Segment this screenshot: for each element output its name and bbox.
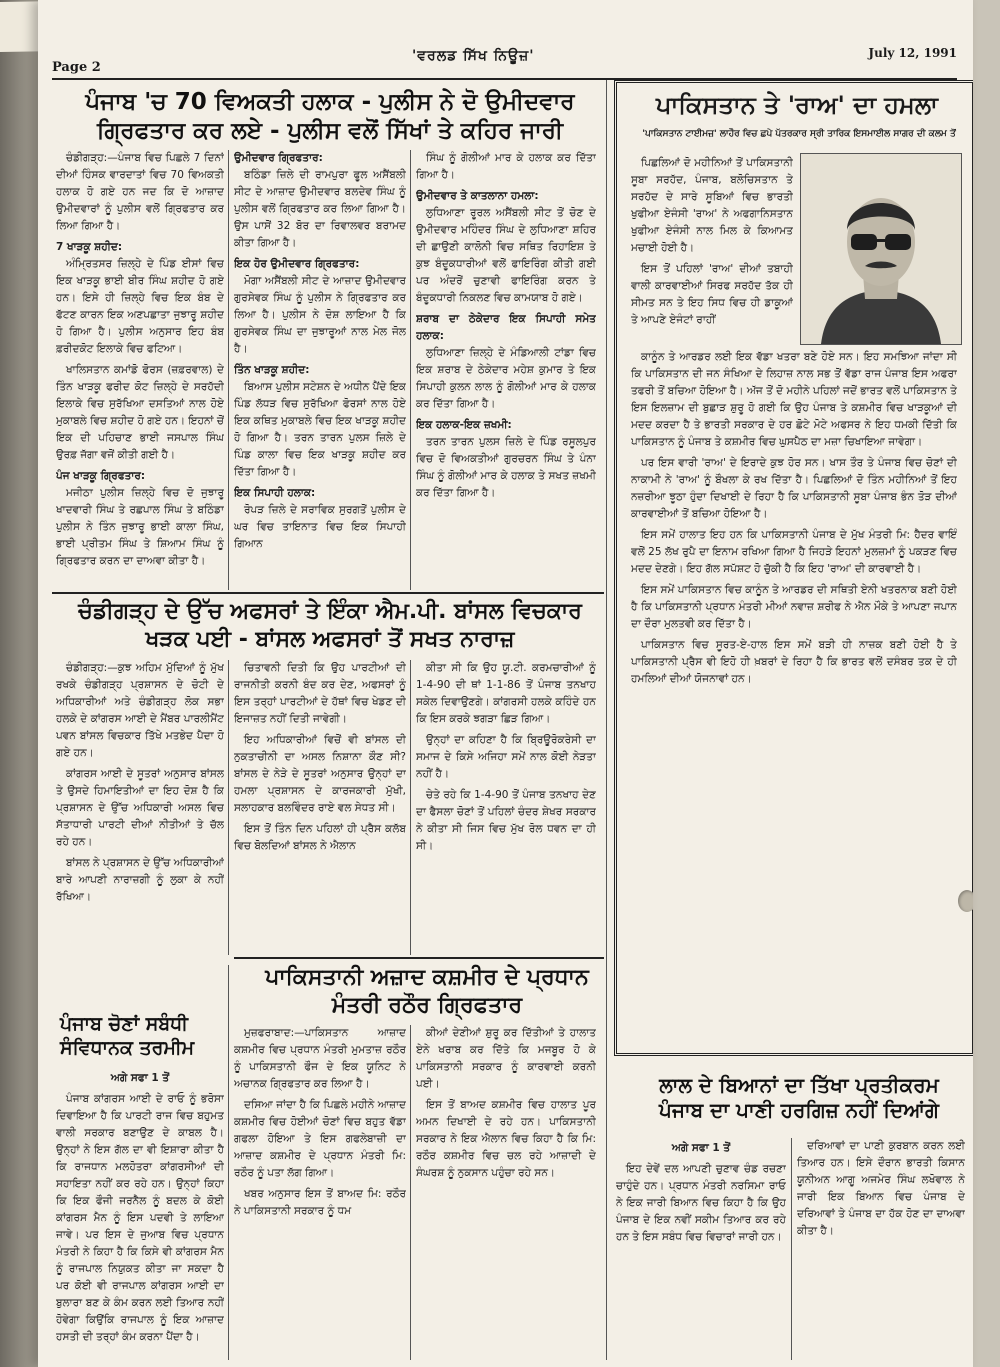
column-divider [228,965,229,1360]
raw-para: ਪਰ ਇਸ ਵਾਰੀ 'ਰਾਅ' ਦੇ ਇਰਾਦੇ ਕੁਝ ਹੋਰ ਸਨ। ਖਾਸ ਤੌਰ ਤੇ ਪੰਜਾਬ ਵਿਚ ਚੋਣਾਂ ਦੀ ਨਾਕਾਮੀ ਨੇ 'ਰਾਅ' ਨੂੰ ਬੌਖਲਾ ਕੇ ਰਖ ਦਿੱਤਾ ਹੈ। ਪਿਛਲਿਆਂ ਦੋ ਤਿੰਨ ਮਹੀਨਿਆਂ ਤੋਂ ਇਹ ਨਜ਼ਰੀਆ ਝੂਠਾ ਹੁੰਦਾ ਦਿਖਾਈ ਦੇ ਰਿਹਾ ਹੈ ਕਿ ਪਾਕਿਸਤਾਨੀ ਸੂਬਾ ਪੰਜਾਬ ਭੰਨ ਤੋੜ ਦੀਆਂ ਕਾਰਵਾਈਆਂ ਤੋਂ ਬਚਿਆ ਹੋਇਆ ਹੈ। [631,457,957,520]
subhead-liquor-contractor: ਸ਼ਰਾਬ ਦਾ ਠੇਕੇਦਾਰ ਇਕ ਸਿਪਾਹੀ ਸਮੇਤ ਹਲਾਕ: [416,313,596,342]
main-story-para: ਮੋਗਾ ਅਸੈਂਬਲੀ ਸੀਟ ਦੇ ਆਜ਼ਾਦ ਉਮੀਦਵਾਰ ਗੁਰਸੇਵਕ ਸਿੰਘ ਨੂੰ ਪੁਲੀਸ ਨੇ ਗ੍ਰਿਫਤਾਰ ਕਰ ਲਿਆ ਹੈ। ਪੁਲੀਸ ਨੇ ਦੋਸ਼ ਲਾਇਆ ਹੈ ਕਿ ਗੁਰਸੇਵਕ ਸਿੰਘ ਦਾ ਜੁਝਾਰੂਆਂ ਨਾਲ ਮੇਲ ਜੋਲ ਹੈ। [234,275,406,355]
column-divider [791,1138,792,1360]
lal-para: ਦਰਿਆਵਾਂ ਦਾ ਪਾਣੀ ਕੁਰਬਾਨ ਕਰਨ ਲਈ ਤਿਆਰ ਹਨ। ਇਸੇ ਦੌਰਾਨ ਭਾਰਤੀ ਕਿਸਾਨ ਯੂਨੀਅਨ ਆਗੂ ਅਜਮੇਰ ਸਿੰਘ ਲਖੋਵਾਲ ਨੇ ਜਾਰੀ ਇਕ ਬਿਆਨ ਵਿਚ ਪੰਜਾਬ ਦੇ ਦਰਿਆਵਾਂ ਤੇ ਪੰਜਾਬ ਦਾ ਹੱਕ ਹੋਣ ਦਾ ਦਾਅਵਾ ਕੀਤਾ ਹੈ। [797,1140,965,1237]
main-story-para: ਲੁਧਿਆਣਾ ਰੂਰਲ ਅਸੈਂਬਲੀ ਸੀਟ ਤੋਂ ਚੋਣ ਦੇ ਉਮੀਦਵਾਰ ਮਹਿੰਦਰ ਸਿੰਘ ਦੇ ਲੁਧਿਆਣਾ ਸ਼ਹਿਰ ਦੀ ਛਾਉਣੀ ਕਾਲੋਨੀ ਵਿਚ ਸਥਿਤ ਰਿਹਾਇਸ਼ ਤੇ ਕੁਝ ਬੰਦੂਕਧਾਰੀਆਂ ਵਲੋਂ ਫਾਇਰਿੰਗ ਕੀਤੀ ਗਈ ਪਰ ਅੰਦਰੋਂ ਚੁਣਾਵੀ ਫਾਇਰਿੰਗ ਕਰਨ ਤੇ ਬੰਦੂਕਧਾਰੀ ਨਿਕਲਣ ਵਿਚ ਕਾਮਯਾਬ ਹੋ ਗਏ। [416,207,596,304]
bansal-para: ਚੰਡੀਗੜ੍ਹ:—ਕੁਝ ਅਹਿਮ ਮੁੱਦਿਆਂ ਨੂੰ ਮੁੱਖ ਰਖਕੇ ਚੰਡੀਗੜ੍ਹ ਪ੍ਰਸ਼ਾਸਨ ਦੇ ਚੋਟੀ ਦੇ ਅਧਿਕਾਰੀਆਂ ਅਤੇ ਚੰਡੀਗੜ੍ਹ ਲੋਕ ਸਭਾ ਹਲਕੇ ਦੇ ਕਾਂਗਰਸ ਆਈ ਦੇ ਮੈਂਬਰ ਪਾਰਲੀਮੈਂਟ ਪਵਨ ਬਾਂਸਲ ਵਿਚਕਾਰ ਤਿੱਖੇ ਮਤਭੇਦ ਪੈਦਾ ਹੋ ਗਏ ਹਨ। [56,662,224,759]
raw-intro-col [631,155,793,345]
bansal-para: ਇਸ ਤੋਂ ਤਿੰਨ ਦਿਨ ਪਹਿਲਾਂ ਹੀ ਪ੍ਰੈਸ ਕਲੱਬ ਵਿਚ ਬੋਲਦਿਆਂ ਬਾਂਸਲ ਨੇ ਐਲਾਨ [234,823,406,852]
raw-para: ਇਸ ਸਮੇਂ ਹਾਲਾਤ ਇਹ ਹਨ ਕਿ ਪਾਕਿਸਤਾਨੀ ਪੰਜਾਬ ਦੇ ਮੁੱਖ ਮੰਤਰੀ ਮਿ: ਹੈਦਰ ਵਾਇੰ ਵਲੋਂ 25 ਲੱਖ ਰੁਪੈ ਦਾ ਇਨਾਮ ਰਖਿਆ ਗਿਆ ਹੈ ਜਿਹੜੇ ਇਹਨਾਂ ਮੁਲਜ਼ਮਾਂ ਨੂੰ ਪਕੜਣ ਵਿਚ ਮਦਦ ਦੇਣਗੇ। ਇਹ ਗੱਲ ਸਪੱਸ਼ਟ ਹੋ ਚੁੱਕੀ ਹੈ ਕਿ ਇਹ 'ਰਾਅ' ਦੀ ਕਾਰਵਾਈ ਹੈ। [631,529,957,575]
byline: 'ਪਾਕਿਸਤਾਨ ਟਾਈਮਜ਼' ਲਾਹੌਰ ਵਿਚ ਛਪੇ ਪੱਤਰਕਾਰ ਸ੍ਰੀ ਤਾਰਿਕ ਇਸਮਾਈਲ ਸਾਗਰ ਦੀ ਕਲਮ ਤੋਂ [642,129,956,139]
continued-label: ਅਗੇ ਸਫਾ 1 ਤੋਂ [671,1142,731,1154]
lal-para: ਇਹ ਦੇਵੇਂ ਦਲ ਆਪਣੀ ਚੁਣਾਵ ਚੰਡ ਰਚਣਾ ਚਾਹੁੰਦੇ ਹਨ। ਪ੍ਰਧਾਨ ਮੰਤਰੀ ਨਰਸਿਮਾ ਰਾਓ ਨੇ ਇਕ ਜਾਰੀ ਬਿਆਨ ਵਿਚ ਕਿਹਾ ਹੈ ਕਿ ਉਹ ਪੰਜਾਬ ਦੇ ਇਕ ਨਵੀਂ ਸਕੀਮ ਤਿਆਰ ਕਰ ਰਹੇ ਹਨ ਤੇ ਇਸ ਸਬੰਧ ਵਿਚ ਵਿਚਾਰਾਂ ਜਾਰੀ ਹਨ। [616,1163,786,1243]
bansal-para: ਚਿਤਾਵਨੀ ਦਿਤੀ ਕਿ ਉਹ ਪਾਰਟੀਆਂ ਦੀ ਰਾਜਨੀਤੀ ਕਰਨੀ ਬੰਦ ਕਰ ਦੇਣ, ਅਫਸਰਾਂ ਨੂੰ ਇਸ ਤਰ੍ਹਾਂ ਪਾਰਟੀਆਂ ਦੇ ਹੱਥਾਂ ਵਿਚ ਖੇਡਣ ਦੀ ਇਜਾਜ਼ਤ ਨਹੀਂ ਦਿਤੀ ਜਾਵੇਗੀ। [234,662,406,725]
kashmir-col-2 [416,1025,596,1360]
main-story-para: ਖਾਲਿਸਤਾਨ ਕਮਾਂਡੋ ਫੋਰਸ (ਜ਼ਫ਼ਰਵਾਲ) ਦੇ ਤਿੰਨ ਖਾੜਕੂ ਫਰੀਦ ਕੋਟ ਜ਼ਿਲ੍ਹੇ ਦੇ ਸਰਹੱਦੀ ਇਲਾਕੇ ਵਿਚ ਸੁਰੱਖਿਆ ਦਸਤਿਆਂ ਨਾਲ ਹੋਏ ਮੁਕਾਬਲੇ ਵਿਚ ਸ਼ਹੀਦ ਹੋ ਗਏ ਹਨ। ਇਹਨਾਂ ਚੋਂ ਇਕ ਦੀ ਪਹਿਚਾਣ ਭਾਈ ਜਸਪਾਲ ਸਿੰਘ ਉਰਫ਼ ਜੱਗਾ ਵਜੋਂ ਕੀਤੀ ਗਈ ਹੈ। [56,364,224,461]
kashmir-para: ਖਬਰ ਅਨੁਸਾਰ ਇਸ ਤੋਂ ਬਾਅਦ ਮਿ: ਰਠੌਰ ਨੇ ਪਾਕਿਸਤਾਨੀ ਸਰਕਾਰ ਨੂੰ ਧਮ [234,1188,406,1217]
bansal-para: ਬਾਂਸਲ ਨੇ ਪ੍ਰਸ਼ਾਸਨ ਦੇ ਉੱਚ ਅਧਿਕਾਰੀਆਂ ਬਾਰੇ ਆਪਣੀ ਨਾਰਾਜ਼ਗੀ ਨੂੰ ਲੁਕਾ ਕੇ ਨਹੀਂ ਰੱਖਿਆ। [56,857,224,903]
headline-raw-attack: ਪਾਕਿਸਤਾਨ ਤੇ 'ਰਾਅ' ਦਾ ਹਮਲਾ [656,91,938,119]
column-divider [410,150,411,590]
column-divider [410,660,411,955]
kashmir-para: ਕੀਆਂ ਦੇਣੀਆਂ ਸ਼ੁਰੂ ਕਰ ਦਿੱਤੀਆਂ ਤੇ ਹਾਲਾਤ ਏਨੇ ਖਰਾਬ ਕਰ ਦਿੱਤੇ ਕਿ ਮਜਬੂਰ ਹੋ ਕੇ ਪਾਕਿਸਤਾਨੀ ਸਰਕਾਰ ਨੂੰ ਕਾਰਵਾਈ ਕਰਨੀ ਪਈ। [416,1027,596,1090]
main-story-para: ਚੰਡੀਗੜ੍ਹ:—ਪੰਜਾਬ ਵਿਚ ਪਿਛਲੇ 7 ਦਿਨਾਂ ਦੀਆਂ ਹਿੰਸਕ ਵਾਰਦਾਤਾਂ ਵਿਚ 70 ਵਿਅਕਤੀ ਹਲਾਕ ਹੋ ਗਏ ਹਨ ਜਦ ਕਿ ਦੋ ਆਜ਼ਾਦ ਉਮੀਦਵਾਰਾਂ ਨੂੰ ਪੁਲੀਸ ਵਲੋਂ ਗ੍ਰਿਫਤਾਰ ਕਰ ਲਿਆ ਗਿਆ ਹੈ। [56,152,224,232]
newspaper-title: 'ਵਰਲਡ ਸਿੱਖ ਨਿਊਜ਼' [412,48,535,64]
page-column-divider [606,80,607,1360]
author-photo [800,153,962,345]
subhead-attack-on-candidate: ਉਮੀਦਵਾਰ ਤੇ ਕਾਤਲਾਨਾ ਹਮਲਾ: [416,190,539,202]
kashmir-para: ਦਸਿਆ ਜਾਂਦਾ ਹੈ ਕਿ ਪਿਛਲੇ ਮਹੀਨੇ ਆਜ਼ਾਦ ਕਸ਼ਮੀਰ ਵਿਚ ਹੋਈਆਂ ਚੋਣਾਂ ਵਿਚ ਬਹੁਤ ਵੱਡਾ ਗਫਲਾ ਹੋਇਆ ਤੇ ਇਸ ਗਫਲੇਬਾਜ਼ੀ ਦਾ ਆਜ਼ਾਦ ਕਸ਼ਮੀਰ ਦੇ ਪ੍ਰਧਾਨ ਮੰਤਰੀ ਮਿ: ਰਠੌਰ ਨੂੰ ਪਤਾ ਲੱਗ ਗਿਆ। [234,1099,406,1179]
subhead-5-arrested: ਪੰਜ ਖਾੜਕੂ ਗ੍ਰਿਫਤਾਰ: [56,470,146,482]
main-story-para: ਬਿਆਸ ਪੁਲੀਸ ਸਟੇਸ਼ਨ ਦੇ ਅਧੀਨ ਪੈਂਦੇ ਇਕ ਪਿੰਡ ਲੱਧੜ ਵਿਚ ਸੁਰੱਖਿਆ ਫੋਰਸਾਂ ਨਾਲ ਹੋਏ ਇਕ ਕਥਿਤ ਮੁਕਾਬਲੇ ਵਿਚ ਇਕ ਖਾੜਕੂ ਸ਼ਹੀਦ ਹੋ ਗਿਆ ਹੈ। ਤਰਨ ਤਾਰਨ ਪੁਲਸ ਜ਼ਿਲੇ ਦੇ ਪਿੰਡ ਕਾਲਾ ਵਿਚ ਇਕ ਖਾੜਕੂ ਸ਼ਹੀਦ ਕਰ ਦਿੱਤਾ ਗਿਆ ਹੈ। [234,381,406,478]
raw-para: ਪਿਛਲਿਆਂ ਦੋ ਮਹੀਨਿਆਂ ਤੋਂ ਪਾਕਿਸਤਾਨੀ ਸੂਬਾ ਸਰਹੱਦ, ਪੰਜਾਬ, ਬਲੋਚਿਸਤਾਨ ਤੇ ਸਰਹੱਦ ਦੇ ਸਾਰੇ ਸੂਬਿਆਂ ਵਿਚ ਭਾਰਤੀ ਖੁਫੀਆ ਏਜੰਸੀ 'ਰਾਅ' ਨੇ ਅਫਗਾਨਿਸਤਾਨ ਖੁਫੀਆ ਏਜੰਸੀ ਨਾਲ ਮਿਲ ਕੇ ਕਿਆਮਤ ਮਚਾਈ ਹੋਈ ਹੈ। [631,157,793,254]
column-divider [228,660,229,955]
headline-lal-water: ਲਾਲ ਦੇ ਬਿਆਨਾਂ ਦਾ ਤਿੱਖਾ ਪ੍ਰਤੀਕਰਮ ਪੰਜਾਬ ਦਾ ਪਾਣੀ ਹਰਗਿਜ਼ ਨਹੀਂ ਦਿਆਂਗੇ [659,1073,939,1122]
page-header [52,48,957,80]
subhead-3-militants: ਤਿੰਨ ਖਾੜਕੂ ਸ਼ਹੀਦ: [234,364,310,376]
bansal-col-1 [56,660,224,1010]
lal-col-1 [616,1138,786,1360]
bansal-para: ਇਹ ਅਧਿਕਾਰੀਆਂ ਵਿਚੋਂ ਵੀ ਬਾਂਸਲ ਦੀ ਨੁਕਤਾਚੀਨੀ ਦਾ ਅਸਲ ਨਿਸ਼ਾਨਾ ਕੌਣ ਸੀ? ਬਾਂਸਲ ਦੇ ਨੇੜੇ ਦੇ ਸੂਤਰਾਂ ਅਨੁਸਾਰ ਉਨ੍ਹਾਂ ਦਾ ਹਮਲਾ ਪ੍ਰਸ਼ਾਸਨ ਦੇ ਕਾਰਜਕਾਰੀ ਮੁੱਖੀ, ਸਲਾਹਕਾਰ ਬਲਵਿੰਦਰ ਰਾਏ ਵਲ ਸੇਧਤ ਸੀ। [234,734,406,814]
page-number: Page 2 [52,60,101,75]
subhead-one-killed-one-injured: ਇਕ ਹਲਾਕ-ਇਕ ਜ਼ਖਮੀ: [416,419,512,431]
main-story-para: ਅੰਮ੍ਰਿਤਸਰ ਜ਼ਿਲ੍ਹੇ ਦੇ ਪਿੰਡ ਈਸਾਂ ਵਿਚ ਇਕ ਖਾੜਕੂ ਭਾਈ ਬੀਰ ਸਿੰਘ ਸ਼ਹੀਦ ਹੋ ਗਏ ਹਨ। ਇਸੇ ਹੀ ਜ਼ਿਲ੍ਹੇ ਵਿਚ ਇਕ ਬੰਬ ਦੇ ਫੱਟਣ ਕਾਰਨ ਇਕ ਅਣਪਛਾਤਾ ਜੁਝਾਰੂ ਸ਼ਹੀਦ ਹੋ ਗਿਆ ਹੈ। ਪੁਲੀਸ ਅਨੁਸਾਰ ਇਹ ਬੰਬ ਫ਼ਰੀਦਕੋਟ ਇਲਾਕੇ ਵਿਚ ਫਟਿਆ। [56,258,224,355]
subhead-candidate-arrested: ਉਮੀਦਵਾਰ ਗ੍ਰਿਫਤਾਰ: [234,152,323,164]
raw-para: ਇਸ ਤੋਂ ਪਹਿਲਾਂ 'ਰਾਅ' ਦੀਆਂ ਤਬਾਹੀ ਵਾਲੀ ਕਾਰਵਾਈਆਂ ਸਿਰਫ ਸਰਹੱਦ ਤੱਕ ਹੀ ਸੀਮਤ ਸਨ ਤੇ ਇਹ ਸਿਧ ਵਿਚ ਹੀ ਡਾਕੂਆਂ ਤੇ ਆਪਣੇ ਏਜੰਟਾਂ ਰਾਹੀਂ [631,263,793,326]
newspaper-page [38,0,973,1367]
raw-attack-article-box [614,80,973,1056]
section-rule [234,957,604,959]
headline-constitutional-amendment: ਪੰਜਾਬ ਚੋਣਾਂ ਸਬੰਧੀ ਸੰਵਿਧਾਨਕ ਤਰਮੀਮ [60,1013,195,1059]
section-rule [52,592,604,594]
main-story-col-2 [234,150,406,590]
raw-para: ਕਾਨੂੰਨ ਤੇ ਆਰਡਰ ਲਈ ਇਕ ਵੱਡਾ ਖਤਰਾ ਬਣੇ ਹੋਏ ਸਨ। ਇਹ ਸਮਝਿਆ ਜਾਂਦਾ ਸੀ ਕਿ ਪਾਕਿਸਤਾਨ ਦੀ ਜਨ ਸੰਖਿਆ ਦੇ ਲਿਹਾਜ਼ ਨਾਲ ਸਭ ਤੋਂ ਵੱਡਾ ਰਾਜ ਪੰਜਾਬ ਇਸ ਅਫਰਾ ਤਫਰੀ ਤੋਂ ਬਚਿਆ ਹੋਇਆ ਹੈ। ਅੱਜ ਤੋਂ ਦੋ ਮਹੀਨੇ ਪਹਿਲਾਂ ਜਦੋਂ ਭਾਰਤ ਵਲੋਂ ਪਾਕਿਸਤਾਨ ਤੇ ਇਸ ਇਲਜ਼ਾਮ ਦੀ ਬੁਛਾੜ ਸ਼ੁਰੂ ਹੋ ਗਈ ਕਿ ਉਹ ਪੰਜਾਬ ਤੇ ਕਸ਼ਮੀਰ ਵਿਚ ਖਾੜਕੂਆਂ ਦੀ ਮਦਦ ਕਰਦਾ ਹੈ ਤੇ ਭਾਰਤੀ ਸਰਕਾਰ ਦੇ ਹਰ ਛੋਟੇ ਮੋਟੇ ਅਫਸਰ ਨੇ ਇਹ ਧਮਕੀ ਦਿੱਤੀ ਕਿ ਪਾਕਿਸਤਾਨ ਨੂੰ ਪੰਜਾਬ ਤੇ ਕਸ਼ਮੀਰ ਵਿਚ ਘੁਸਪੈਠ ਦਾ ਮਜ਼ਾ ਚਿਖਾਇਆ ਜਾਵੇਗਾ। [631,351,957,448]
bansal-para: ਕਾਂਗਰਸ ਆਈ ਦੇ ਸੂਤਰਾਂ ਅਨੁਸਾਰ ਬਾਂਸਲ ਤੇ ਉਸਦੇ ਹਿਮਾਇਤੀਆਂ ਦਾ ਇਹ ਦੋਸ਼ ਹੈ ਕਿ ਪ੍ਰਸ਼ਾਸਨ ਦੇ ਉੱਚ ਅਧਿਕਾਰੀ ਅਸਲ ਵਿਚ ਸੱਤਾਧਾਰੀ ਪਾਰਟੀ ਦੀਆਂ ਨੀਤੀਆਂ ਤੇ ਚੱਲ ਰਹੇ ਹਨ। [56,768,224,848]
author-portrait-image [801,154,961,344]
raw-para: ਪਾਕਿਸਤਾਨ ਵਿਚ ਸੂਰਤ-ਏ-ਹਾਲ ਇਸ ਸਮੇਂ ਬੜੀ ਹੀ ਨਾਜ਼ਕ ਬਣੀ ਹੋਈ ਹੈ ਤੇ ਪਾਕਿਸਤਾਨੀ ਪ੍ਰੈਸ ਵੀ ਇਹੋ ਹੀ ਖ਼ਬਰਾਂ ਦੇ ਰਿਹਾ ਹੈ ਕਿ ਭਾਰਤ ਵਲੋਂ ਦਸੰਬਰ ਤਕ ਦੇ ਹੀ ਹਮਲਿਆਂ ਦੀਆਂ ਯੋਜਨਾਵਾਂ ਹਨ। [631,639,957,685]
main-story-para: ਤਰਨ ਤਾਰਨ ਪੁਲਸ ਜ਼ਿਲੇ ਦੇ ਪਿੰਡ ਰਸੂਲਪੁਰ ਵਿਚ ਦੋ ਵਿਅਕਤੀਆਂ ਗੁਰਚਰਨ ਸਿੰਘ ਤੇ ਪੰਨਾ ਸਿੰਘ ਨੂੰ ਗੋਲੀਆਂ ਮਾਰ ਕੇ ਹਲਾਕ ਤੇ ਸਖਤ ਜ਼ਖਮੀ ਕਰ ਦਿੱਤਾ ਗਿਆ ਹੈ। [416,436,596,499]
kashmir-para: ਇਸ ਤੋਂ ਬਾਅਦ ਕਸ਼ਮੀਰ ਵਿਚ ਹਾਲਾਤ ਪੂਰ ਅਮਨ ਦਿਖਾਈ ਦੇ ਰਹੇ ਹਨ। ਪਾਕਿਸਤਾਨੀ ਸਰਕਾਰ ਨੇ ਇਕ ਐਲਾਨ ਵਿਚ ਕਿਹਾ ਹੈ ਕਿ ਮਿ: ਰਠੌਰ ਕਸ਼ਮੀਰ ਵਿਚ ਚਲ ਰਹੇ ਆਜ਼ਾਦੀ ਦੇ ਸੰਘਰਸ਼ ਨੂੰ ਨੁਕਸਾਨ ਪਹੁੰਚਾ ਰਹੇ ਸਨ। [416,1099,596,1179]
subhead-7-militants: 7 ਖਾੜਕੂ ਸ਼ਹੀਦ: [56,241,123,253]
bansal-col-3 [416,660,596,955]
bansal-para: ਚੇਤੇ ਰਹੇ ਕਿ 1-4-90 ਤੋਂ ਪੰਜਾਬ ਤਨਖਾਹ ਦੇਣ ਦਾ ਫੈਸਲਾ ਚੋਣਾਂ ਤੋਂ ਪਹਿਲਾਂ ਚੰਦਰ ਸ਼ੇਖਰ ਸਰਕਾਰ ਨੇ ਕੀਤਾ ਸੀ ਜਿਸ ਵਿਚ ਮੁੱਖ ਰੋਲ ਧਵਨ ਦਾ ਹੀ ਸੀ। [416,789,596,852]
headline-bansal-officers: ਚੰਡੀਗੜ੍ਹ ਦੇ ਉੱਚ ਅਫਸਰਾਂ ਤੇ ਇੰਕਾ ਐਮ.ਪੀ. ਬਾਂਸਲ ਵਿਚਕਾਰ ਖੜਕ ਪਈ - ਬਾਂਸਲ ਅਫਸਰਾਂ ਤੋਂ ਸਖਤ ਨਾਰਾਜ਼ [78,599,582,652]
main-story-para: ਰੋਪੜ ਜ਼ਿਲੇ ਦੇ ਸਰਾਵਿਕ ਸੁਰਗਤੋਂ ਪੁਲੀਸ ਦੇ ਘਰ ਵਿਚ ਤਾਇਨਾਤ ਵਿਚ ਇਕ ਸਿਪਾਹੀ ਗਿਆਨ [234,504,406,550]
amendment-para: ਪੰਜਾਬ ਕਾਂਗਰਸ ਆਈ ਦੇ ਰਾਓ ਨੂੰ ਭਰੋਸਾ ਦਿਵਾਇਆ ਹੈ ਕਿ ਪਾਰਟੀ ਰਾਜ ਵਿਚ ਬਹੁਮਤ ਵਾਲੀ ਸਰਕਾਰ ਬਣਾਉਣ ਦੇ ਕਾਬਲ ਹੈ। ਉਨ੍ਹਾਂ ਨੇ ਇਸ ਗੱਲ ਦਾ ਵੀ ਇਸ਼ਾਰਾ ਕੀਤਾ ਹੈ ਕਿ ਰਾਜਧਾਨ ਮਲਹੋਤਰਾ ਕਾਂਗਰਸੀਆਂ ਦੀ ਸਹਾਇਤਾ ਨਹੀਂ ਕਰ ਰਹੇ ਹਨ। ਉਨ੍ਹਾਂ ਕਿਹਾ ਕਿ ਇਕ ਫੌਜੀ ਜਰਨੈਲ ਨੂੰ ਬਦਲ ਕੇ ਕੋਈ ਕਾਂਗਰਸ ਮੈਨ ਨੂੰ ਇਸ ਪਦਵੀ ਤੇ ਲਾਇਆ ਜਾਵੇ। ਪਰ ਇਸ ਦੇ ਜੁਆਬ ਵਿਚ ਪ੍ਰਧਾਨ ਮੰਤਰੀ ਨੇ ਕਿਹਾ ਹੈ ਕਿ ਕਿਸੇ ਵੀ ਕਾਂਗਰਸ ਮੈਨ ਨੂੰ ਰਾਜਪਾਲ ਨਿਯੁਕਤ ਕੀਤਾ ਜਾ ਸਕਦਾ ਹੈ ਪਰ ਕੋਈ ਵੀ ਰਾਜਪਾਲ ਕਾਂਗਰਸ ਆਈ ਦਾ ਬੁਲਾਰਾ ਬਣ ਕੇ ਕੰਮ ਕਰਨ ਲਈ ਤਿਆਰ ਨਹੀਂ ਹੋਵੇਗਾ ਕਿਉਂਕਿ ਰਾਜਪਾਲ ਨੂੰ ਇਕ ਆਜ਼ਾਦ ਹਸਤੀ ਦੀ ਤਰ੍ਹਾਂ ਕੰਮ ਕਰਨਾ ਪੈਂਦਾ ਹੈ। [56,1093,224,1343]
main-story-col-3 [416,150,596,590]
adjacent-page-strip [0,0,38,1367]
continued-label: ਅਗੇ ਸਫਾ 1 ਤੋਂ [110,1072,170,1084]
kashmir-para: ਮੁਜ਼ਫਰਾਬਾਦ:—ਪਾਕਿਸਤਾਨ ਆਜ਼ਾਦ ਕਸ਼ਮੀਰ ਵਿਚ ਪ੍ਰਧਾਨ ਮੰਤਰੀ ਮੁਮਤਾਜ਼ ਰਠੌਰ ਨੂੰ ਪਾਕਿਸਤਾਨੀ ਫੌਜ ਦੇ ਇਕ ਯੂਨਿਟ ਨੇ ਅਚਾਨਕ ਗ੍ਰਿਫਤਾਰ ਕਰ ਲਿਆ ਹੈ। [234,1027,406,1090]
main-story-para: ਸਿੰਘ ਨੂੰ ਗੋਲੀਆਂ ਮਾਰ ਕੇ ਹਲਾਕ ਕਰ ਦਿੱਤਾ ਗਿਆ ਹੈ। [416,152,596,181]
main-story-col-1 [56,150,224,590]
headline-azad-kashmir-pm-arrested: ਪਾਕਿਸਤਾਨੀ ਅਜ਼ਾਦ ਕਸ਼ਮੀਰ ਦੇ ਪ੍ਰਧਾਨ ਮੰਤਰੀ ਰਠੌਰ ਗ੍ਰਿਫਤਾਰ [265,965,589,1018]
kashmir-col-1 [234,1025,406,1360]
binder-hole [958,890,973,912]
main-story-para: ਲੁਧਿਆਣਾ ਜ਼ਿਲ੍ਹੇ ਦੇ ਮੰਡਿਆਲੀ ਟਾਂਡਾ ਵਿਚ ਇਕ ਸ਼ਰਾਬ ਦੇ ਠੇਕੇਦਾਰ ਮਹੇਸ਼ ਕੁਮਾਰ ਤੇ ਇਕ ਸਿਪਾਹੀ ਕੁਲਨ ਲਾਲ ਨੂੰ ਗੋਲੀਆਂ ਮਾਰ ਕੇ ਹਲਾਕ ਕਰ ਦਿੱਤਾ ਗਿਆ ਹੈ। [416,347,596,410]
headline-punjab-70-killed: ਪੰਜਾਬ 'ਚ 70 ਵਿਅਕਤੀ ਹਲਾਕ - ਪੁਲੀਸ ਨੇ ਦੋ ਉਮੀਦਵਾਰ ਗ੍ਰਿਫਤਾਰ ਕਰ ਲਏ - ਪੁਲੀਸ ਵਲੋਂ ਸਿੱਖਾਂ ਤੇ ਕਹਿਰ ਜਾਰੀ [85,89,575,144]
raw-para: ਇਸ ਸਮੇਂ ਪਾਕਿਸਤਾਨ ਵਿਚ ਕਾਨੂੰਨ ਤੇ ਆਰਡਰ ਦੀ ਸਥਿਤੀ ਏਨੀ ਖਤਰਨਾਕ ਬਣੀ ਹੋਈ ਹੈ ਕਿ ਪਾਕਿਸਤਾਨੀ ਪ੍ਰਧਾਨ ਮੰਤਰੀ ਮੀਆਂ ਨਵਾਜ਼ ਸ਼ਰੀਫ ਨੇ ਐਨ ਮੌਕੇ ਤੇ ਆਪਣਾ ਜਪਾਨ ਦਾ ਦੌਰਾ ਮੁਲਤਵੀ ਕਰ ਦਿੱਤਾ ਹੈ। [631,584,957,630]
issue-date: July 12, 1991 [868,46,957,60]
bansal-col-2 [234,660,406,955]
main-story-para: ਬਠਿੰਡਾ ਜ਼ਿਲੇ ਦੀ ਰਾਮਪੁਰਾ ਫੂਲ ਅਸੈਂਬਲੀ ਸੀਟ ਦੇ ਆਜ਼ਾਦ ਉਮੀਦਵਾਰ ਬਲਦੇਵ ਸਿੰਘ ਨੂੰ ਪੁਲੀਸ ਵਲੋਂ ਗ੍ਰਿਫਤਾਰ ਕਰ ਲਿਆ ਗਿਆ ਹੈ। ਉਸ ਪਾਸੋਂ 32 ਬੋਰ ਦਾ ਰਿਵਾਲਵਰ ਬਰਾਮਦ ਕੀਤਾ ਗਿਆ ਹੈ। [234,169,406,249]
column-divider [410,1025,411,1360]
amendment-col [56,1068,224,1363]
bansal-para: ਕੀਤਾ ਸੀ ਕਿ ਉਹ ਯੂ.ਟੀ. ਕਰਮਚਾਰੀਆਂ ਨੂੰ 1-4-90 ਦੀ ਥਾਂ 1-1-86 ਤੋਂ ਪੰਜਾਬ ਤਨਖਾਹ ਸਕੇਲ ਦਿਵਾਉਣਗੇ। ਕਾਂਗਰਸੀ ਹਲਕੇ ਕਹਿੰਦੇ ਹਨ ਕਿ ਇਸ ਕਰਕੇ ਝਗੜਾ ਛਿੜ ਗਿਆ। [416,662,596,725]
subhead-another-candidate: ਇਕ ਹੋਰ ਉਮੀਦਵਾਰ ਗ੍ਰਿਫਤਾਰ: [234,258,360,270]
column-divider [228,150,229,590]
subhead-constable-killed: ਇਕ ਸਿਪਾਹੀ ਹਲਾਕ: [234,487,316,499]
bansal-para: ਉਨ੍ਹਾਂ ਦਾ ਕਹਿਣਾ ਹੈ ਕਿ ਬ੍ਰਿਊਰੋਕਰੇਸੀ ਦਾ ਸਮਾਜ ਦੇ ਕਿਸੇ ਅਜਿਹਾ ਸਮੇਂ ਨਾਲ ਕੋਈ ਨੇੜਤਾ ਨਹੀਂ ਹੈ। [416,734,596,780]
main-story-para: ਮਜੀਠਾ ਪੁਲੀਸ ਜ਼ਿਲ੍ਹੇ ਵਿਚ ਦੋ ਜੁਝਾਰੂ ਖਾਦਵਾਰੀ ਸਿੰਘ ਤੇ ਰਛਪਾਲ ਸਿੰਘ ਤੇ ਬਠਿੰਡਾ ਪੁਲੀਸ ਨੇ ਤਿੰਨ ਜੁਝਾਰੂ ਭਾਈ ਕਾਲਾ ਸਿੰਘ, ਭਾਈ ਪ੍ਰੀਤਮ ਸਿੰਘ ਤੇ ਸ਼ਿਆਮ ਸਿੰਘ ਨੂੰ ਗ੍ਰਿਫਤਾਰ ਕਰਨ ਦਾ ਦਾਅਵਾ ਕੀਤਾ ਹੈ। [56,487,224,567]
adjacent-page-edge [0,0,38,52]
lal-col-2 [797,1138,965,1360]
raw-body-col [631,349,957,1039]
